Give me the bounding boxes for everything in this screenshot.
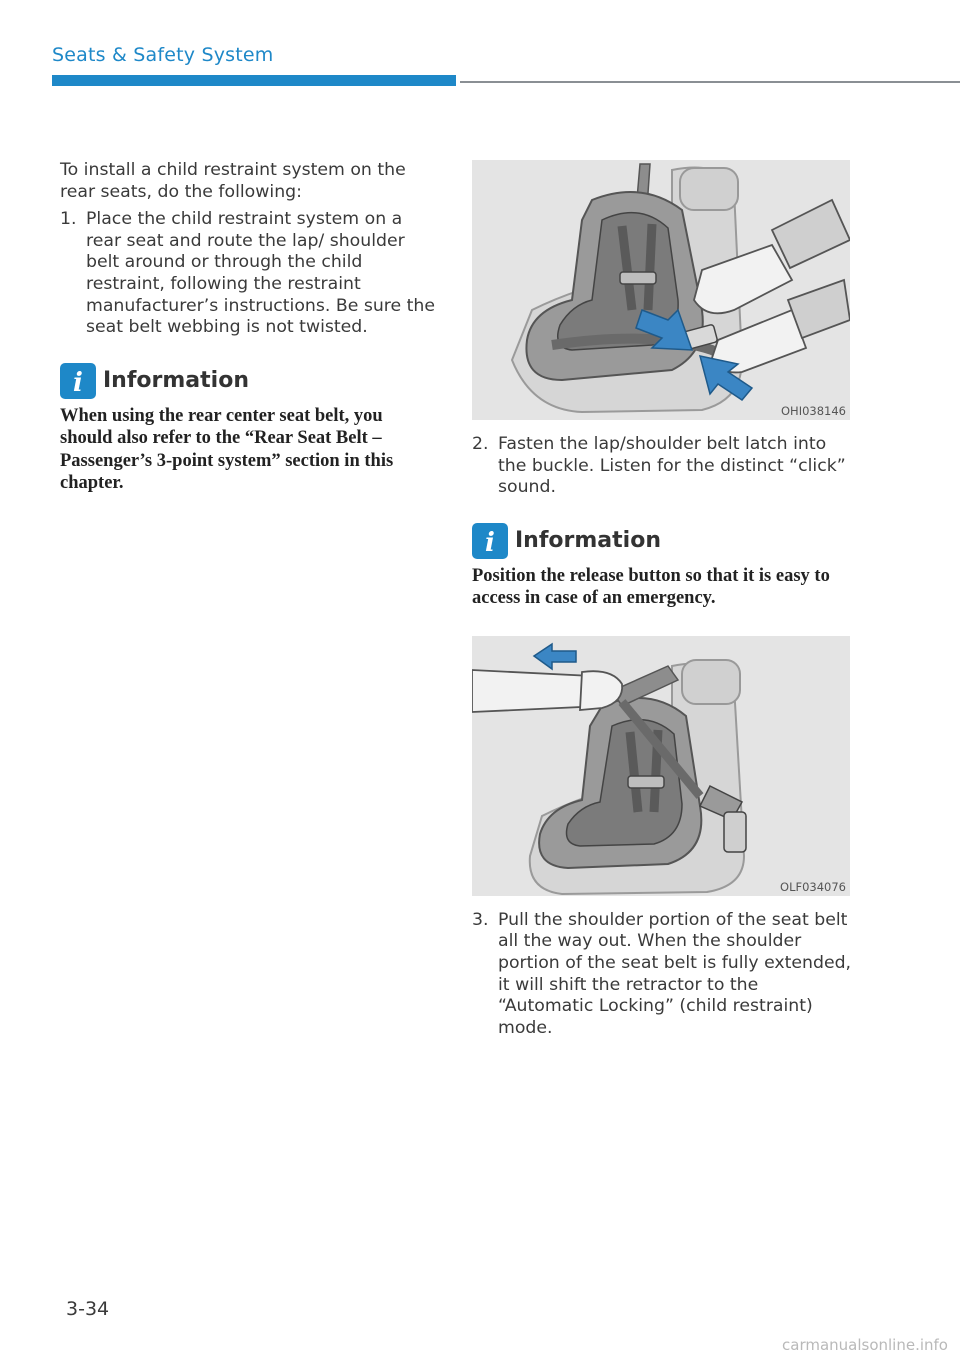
step-3-number: 3. <box>472 909 489 930</box>
child-seat-buckle-illustration <box>472 160 850 420</box>
information-box-2 <box>472 523 852 610</box>
svg-text:i: i <box>485 527 495 555</box>
right-column <box>472 160 852 1039</box>
information-title-2: Information <box>515 528 661 554</box>
section-title: Seats & Safety System <box>52 44 274 66</box>
information-body-1: When using the rear center seat belt, you should also refer to the “Rear Seat Belt – Passenger’s 3-point system” section in this chapter. <box>60 405 394 494</box>
step-3-text: Pull the shoulder portion of the seat belt all the way out. When the shoulder portion of the seat belt is fully extended, it will shift the retractor to the “Automatic Locking” (child restraint) mode. <box>498 909 852 1038</box>
step-1 <box>60 209 438 339</box>
step-3 <box>472 910 852 1040</box>
figure-2-code: OLF034076 <box>780 879 846 894</box>
information-heading-1 <box>60 363 438 399</box>
step-2 <box>472 434 852 499</box>
page-number: 3-34 <box>66 1298 110 1320</box>
information-heading-2 <box>472 523 852 559</box>
left-column <box>60 160 438 495</box>
header-divider-line <box>460 81 960 83</box>
information-title-1: Information <box>103 368 249 394</box>
svg-text:i: i <box>73 367 83 395</box>
step-2-number: 2. <box>472 434 489 454</box>
watermark: carmanualsonline.info <box>782 1336 948 1354</box>
belt-pull-out-illustration <box>472 636 850 896</box>
information-box-1 <box>60 363 438 495</box>
info-icon <box>472 523 508 559</box>
info-icon <box>60 363 96 399</box>
figure-1-code: OHI038146 <box>781 404 846 418</box>
intro-paragraph: To install a child restraint system on the rear seats, do the following: <box>60 160 406 202</box>
step-2-text: Fasten the lap/shoulder belt latch into the buckle. Listen for the distinct “click” sound. <box>498 434 846 498</box>
header-accent-bar <box>52 75 456 86</box>
information-body-2: Position the release button so that it is easy to access in case of an emergency. <box>472 565 830 609</box>
step-1-text: Place the child restraint system on a rear seat and route the lap/ shoulder belt around or through the child restraint, following the restraint manufacturer’s instructions. Be sure the seat belt webbing is not twisted. <box>86 209 436 338</box>
step-1-number: 1. <box>60 209 77 230</box>
